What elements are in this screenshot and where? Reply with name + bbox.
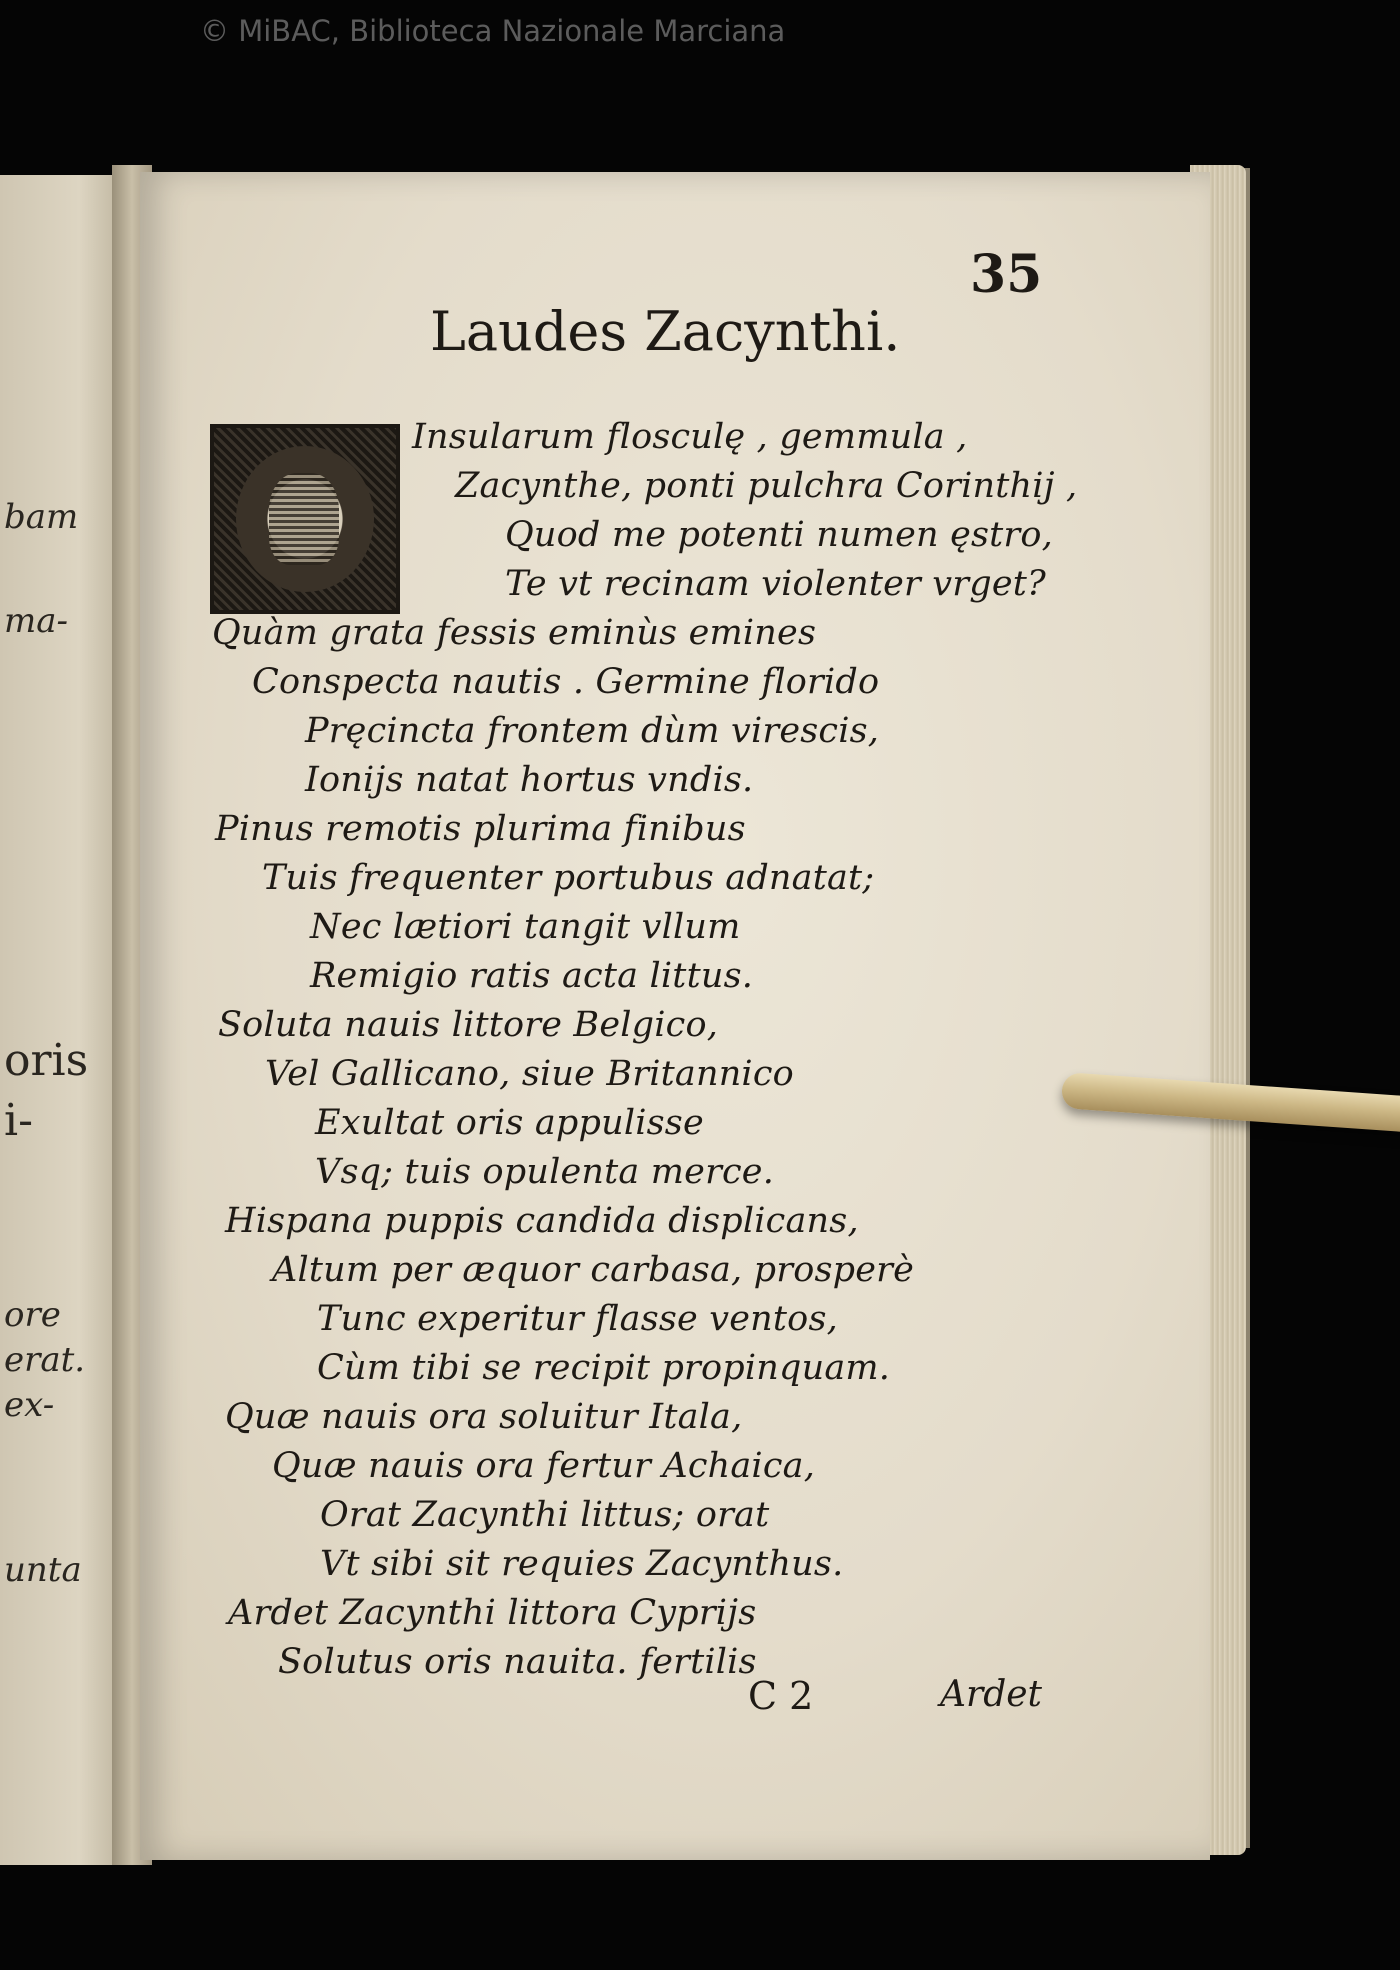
verse-line: Quæ nauis ora fertur Achaica, <box>272 1446 816 1486</box>
verse-line: Altum per æquor carbasa, prosperè <box>272 1250 915 1290</box>
verse-line: Conspecta nautis . Germine florido <box>252 662 880 702</box>
page-title: Laudes Zacynthi. <box>430 300 901 363</box>
verse-line: Nec lætiori tangit vllum <box>310 907 741 947</box>
verse-line: Remigio ratis acta littus. <box>310 956 754 996</box>
verse-line: Te vt recinam violenter vrget? <box>505 564 1046 604</box>
verse-line: Exultat oris appulisse <box>315 1103 704 1143</box>
verse-line: Quod me potenti numen ęstro, <box>505 515 1053 555</box>
catchword: Ardet <box>940 1674 1043 1715</box>
left-fragment: bam <box>4 497 79 537</box>
verse-line: Vt sibi sit requies Zacynthus. <box>320 1544 844 1584</box>
verse-line: Orat Zacynthi littus; orat <box>320 1495 770 1535</box>
left-fragment: i- <box>4 1095 33 1146</box>
verse-line: Ionijs natat hortus vndis. <box>305 760 754 800</box>
left-fragment: ore <box>4 1295 61 1335</box>
verse-line: Pinus remotis plurima finibus <box>215 809 746 849</box>
verse-line: Soluta nauis littore Belgico, <box>218 1005 719 1045</box>
left-fragment: ma- <box>4 601 68 641</box>
watermark: © MiBAC, Biblioteca Nazionale Marciana <box>200 14 786 48</box>
left-fragment: unta <box>4 1550 82 1590</box>
verse-line: Quàm grata fessis eminùs emines <box>212 613 817 653</box>
signature-mark: C 2 <box>748 1674 814 1718</box>
left-fragment: oris <box>4 1035 89 1086</box>
left-fragment: erat. <box>4 1340 86 1380</box>
verse-line: Tuis frequenter portubus adnatat; <box>262 858 875 898</box>
decorated-initial-O <box>210 424 400 614</box>
verse-line: Solutus oris nauita. fertilis <box>278 1642 757 1682</box>
verse-line: Pręcincta frontem dùm virescis, <box>305 711 880 751</box>
verse-line: Tunc experitur flasse ventos, <box>317 1299 838 1339</box>
verse-line: Quæ nauis ora soluitur Itala, <box>225 1397 743 1437</box>
verse-line: Ardet Zacynthi littora Cyprijs <box>228 1593 757 1633</box>
left-fragment: ex- <box>4 1385 55 1425</box>
engraved-figure-illustration <box>269 473 339 565</box>
verse-line: Zacynthe, ponti pulchra Corinthij , <box>455 466 1078 506</box>
verse-line: Cùm tibi se recipit propinquam. <box>317 1348 891 1388</box>
verse-line: Vsq; tuis opulenta merce. <box>315 1152 775 1192</box>
verse-line: Hispana puppis candida displicans, <box>225 1201 859 1241</box>
page-number: 35 <box>970 244 1043 305</box>
verse-line: Insularum flosculę , gemmula , <box>412 417 968 457</box>
book-page <box>140 172 1210 1860</box>
verse-line: Vel Gallicano, siue Britannico <box>265 1054 794 1094</box>
